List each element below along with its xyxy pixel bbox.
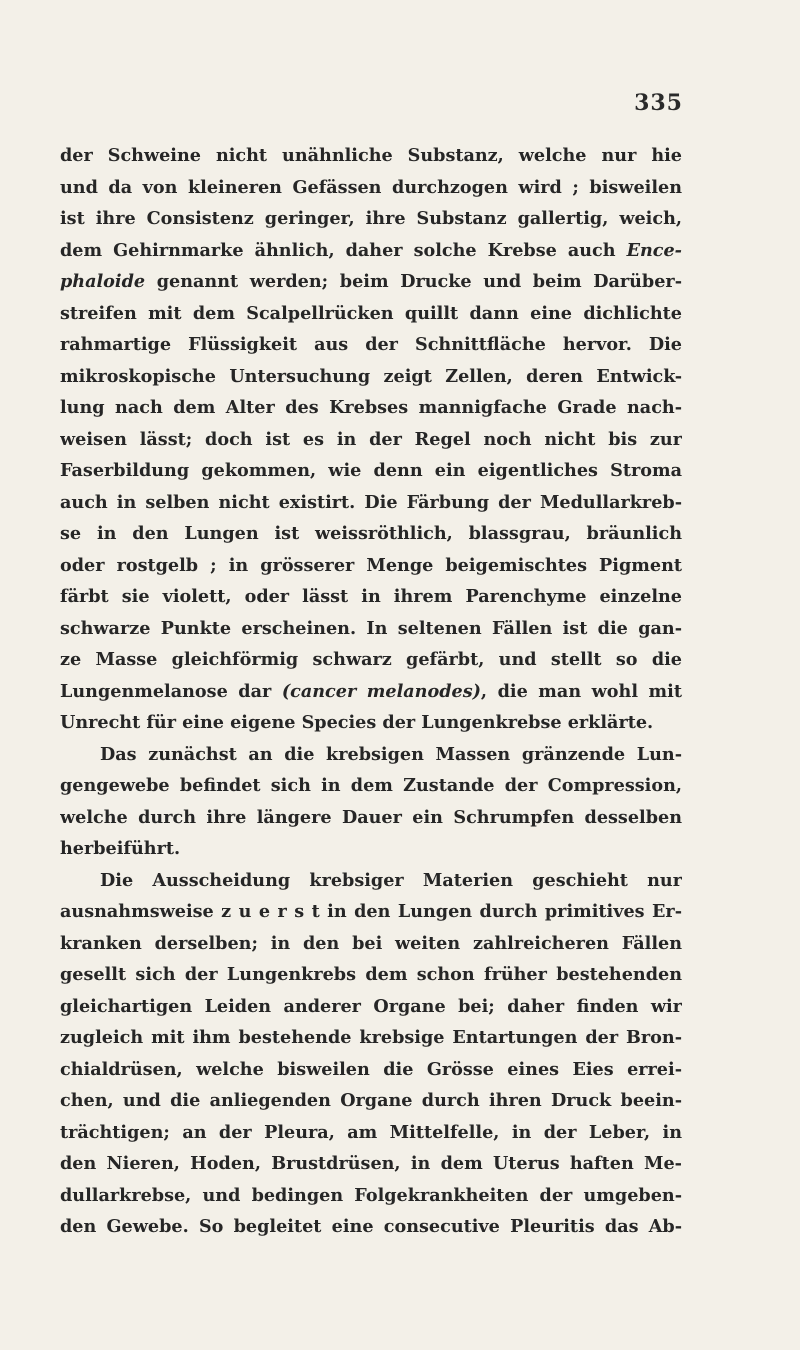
text-line bbox=[60, 1117, 682, 1149]
italic-term: phaloide bbox=[60, 271, 146, 292]
body-text bbox=[60, 140, 682, 1243]
line-text: auch in selben nicht existirt. Die Färbung der Medullarkreb- bbox=[60, 491, 682, 513]
line-text: rahmartige Flüssigkeit aus der Schnittfläche hervor. Die bbox=[60, 334, 682, 355]
text-line bbox=[60, 172, 682, 204]
text-line bbox=[60, 676, 682, 708]
line-text: ist ihre Consistenz geringer, ihre Substanz gallertig, weich, bbox=[60, 208, 682, 229]
line-text: oder rostgelb ; in grösserer Menge beigemischtes Pigment bbox=[60, 554, 682, 576]
text-line bbox=[60, 235, 682, 267]
text-line bbox=[60, 487, 682, 519]
line-text: gleichartigen Leiden anderer Organe bei; daher finden wir bbox=[60, 995, 682, 1017]
line-text: mikroskopische Untersuchung zeigt Zellen, deren Entwick- bbox=[60, 365, 682, 387]
text-line bbox=[60, 707, 682, 739]
line-text: dullarkrebse, und bedingen Folgekrankheiten der umgeben- bbox=[60, 1184, 682, 1206]
line-text: lung nach dem Alter des Krebses mannigfache Grade nach- bbox=[60, 397, 682, 418]
text-line bbox=[60, 298, 682, 330]
text-line bbox=[60, 518, 682, 550]
line-text: gengewebe befindet sich in dem Zustande der Compression, bbox=[60, 775, 682, 796]
text-line bbox=[60, 455, 682, 487]
line-text: Lungenmelanose dar bbox=[60, 680, 282, 702]
line-text: und da von kleineren Gefässen durchzogen wird ; bisweilen bbox=[60, 176, 682, 198]
line-text: chen, und die anliegenden Organe durch ihren Druck beein- bbox=[60, 1090, 682, 1111]
text-line bbox=[60, 550, 682, 582]
text-line bbox=[60, 770, 682, 802]
line-text: Faserbildung gekommen, wie denn ein eigentliches Stroma bbox=[60, 460, 682, 481]
text-line bbox=[60, 392, 682, 424]
text-line bbox=[60, 1148, 682, 1180]
text-line bbox=[60, 739, 682, 771]
line-text: ze Masse gleichförmig schwarz gefärbt, und stellt so die bbox=[60, 649, 682, 670]
line-text: dem Gehirnmarke ähnlich, daher solche Krebse auch bbox=[60, 239, 627, 261]
text-line bbox=[60, 896, 682, 928]
text-line bbox=[60, 1180, 682, 1212]
line-text: welche durch ihre längere Dauer ein Schrumpfen desselben bbox=[60, 806, 682, 828]
text-line bbox=[60, 1054, 682, 1086]
line-text: kranken derselben; in den bei weiten zahlreicheren Fällen bbox=[60, 932, 682, 954]
text-line bbox=[60, 928, 682, 960]
line-text: Unrecht für eine eigene Species der Lungenkrebse erklärte. bbox=[60, 712, 654, 733]
line-text: der Schweine nicht unähnliche Substanz, welche nur hie bbox=[60, 145, 682, 166]
italic-term: Ence- bbox=[626, 239, 682, 261]
line-text: se in den Lungen ist weissröthlich, blassgrau, bräunlich bbox=[60, 523, 682, 544]
text-line bbox=[60, 1085, 682, 1117]
page-number: 335 bbox=[634, 90, 683, 116]
text-line bbox=[60, 424, 682, 456]
line-text: trächtigen; an der Pleura, am Mittelfelle, in der Leber, in bbox=[60, 1121, 682, 1143]
line-text: Das zunächst an die krebsigen Massen gränzende Lun- bbox=[100, 743, 682, 765]
italic-term: (cancer melanodes) bbox=[281, 680, 481, 702]
line-text: weisen lässt; doch ist es in der Regel noch nicht bis zur bbox=[60, 428, 682, 450]
line-text: gesellt sich der Lungenkrebs dem schon früher bestehenden bbox=[60, 964, 682, 985]
line-text: chialdrüsen, welche bisweilen die Grösse eines Eies errei- bbox=[60, 1058, 682, 1080]
text-line bbox=[60, 140, 682, 172]
line-text: färbt sie violett, oder lässt in ihrem Parenchyme einzelne bbox=[60, 586, 682, 607]
text-line bbox=[60, 203, 682, 235]
line-text: zugleich mit ihm bestehende krebsige Entartungen der Bron- bbox=[60, 1027, 682, 1048]
text-line bbox=[60, 266, 682, 298]
line-text: schwarze Punkte erscheinen. In seltenen Fällen ist die gan- bbox=[60, 617, 682, 639]
text-line bbox=[60, 991, 682, 1023]
line-text: den Nieren, Hoden, Brustdrüsen, in dem Uterus haften Me- bbox=[60, 1153, 682, 1174]
line-text: herbeiführt. bbox=[60, 838, 181, 859]
text-line bbox=[60, 581, 682, 613]
line-text: genannt werden; beim Drucke und beim Darüber- bbox=[145, 271, 682, 292]
text-line bbox=[60, 833, 682, 865]
text-line bbox=[60, 802, 682, 834]
line-text: ausnahmsweise z u e r s t in den Lungen durch primitives Er- bbox=[60, 901, 682, 922]
text-line bbox=[60, 1211, 682, 1243]
text-line bbox=[60, 959, 682, 991]
text-line bbox=[60, 865, 682, 897]
text-line bbox=[60, 329, 682, 361]
line-text: , die man wohl mit bbox=[480, 680, 682, 702]
text-line bbox=[60, 361, 682, 393]
text-line bbox=[60, 1022, 682, 1054]
text-line bbox=[60, 644, 682, 676]
line-text: den Gewebe. So begleitet eine consecutive Pleuritis das Ab- bbox=[60, 1216, 682, 1237]
line-text: Die Ausscheidung krebsiger Materien geschieht nur bbox=[100, 869, 682, 891]
line-text: streifen mit dem Scalpellrücken quillt dann eine dichlichte bbox=[60, 302, 682, 324]
text-line bbox=[60, 613, 682, 645]
